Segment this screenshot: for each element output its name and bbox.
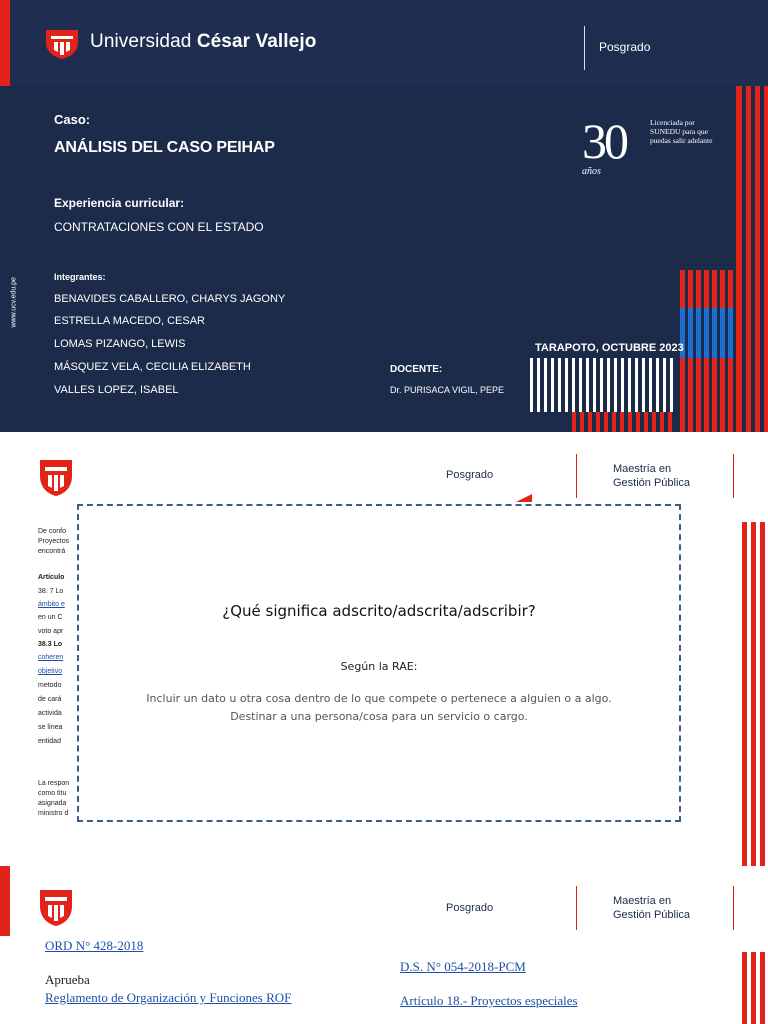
posgrado-label: Posgrado [599, 40, 651, 54]
background-text: entidad [38, 738, 61, 745]
caso-title: ANÁLISIS DEL CASO PEIHAP [54, 139, 275, 156]
background-text: Artículo [38, 574, 65, 581]
caso-label: Caso: [54, 112, 91, 127]
decorative-stripes [740, 522, 768, 866]
red-marker [516, 494, 532, 502]
cover-slide [0, 0, 768, 432]
experiencia-value: CONTRATACIONES CON EL ESTADO [54, 220, 264, 234]
header-divider [576, 886, 577, 930]
badge-licensed-text: Licenciada por SUNEDU para que puedas salir adelante [650, 118, 713, 145]
background-text: metodo [38, 682, 62, 689]
background-text: voto apr [38, 628, 64, 635]
popup-source: Según la RAE: [340, 660, 418, 673]
reglamento-link[interactable]: Reglamento de Organización y Funciones ROF [45, 990, 292, 1005]
background-text: asignada [38, 800, 67, 807]
ucv-logo-icon [38, 888, 74, 928]
program-line-1: Maestría en [613, 895, 672, 907]
decorative-stripes [528, 86, 768, 432]
background-text: Proyectos [38, 538, 70, 545]
program-line-2: Gestión Pública [613, 909, 691, 921]
background-text: 38. 7 Lo [38, 588, 64, 595]
red-accent-bar [0, 866, 10, 936]
university-name-regular: Universidad [90, 31, 197, 52]
popup-definition-1: Incluir un dato u otra cosa dentro de lo que compete o pertenece a alguien o a algo. [146, 692, 612, 705]
integrantes-label: Integrantes: [54, 272, 106, 282]
posgrado-label: Posgrado [446, 902, 494, 914]
docente-label: DOCENTE: [390, 364, 443, 375]
member-name: MÁSQUEZ VELA, CECILIA ELIZABETH [54, 361, 251, 373]
program-name [613, 462, 690, 490]
badge-years: años [582, 166, 601, 177]
member-name: LOMAS PIZANGO, LEWIS [54, 338, 186, 350]
aprueba-text: Aprueba [45, 972, 90, 987]
ds-link[interactable]: D.S. N° 054-2018-PCM [400, 959, 526, 974]
background-text: como titu [38, 790, 67, 797]
header-divider [576, 454, 577, 498]
background-text: objetivo [38, 668, 63, 675]
university-name [90, 31, 316, 53]
background-text: ministro d [38, 810, 69, 817]
background-text: La respon [38, 780, 70, 787]
docente-value: Dr. PURISACA VIGIL, PEPE [390, 385, 505, 395]
popup-question: ¿Qué significa adscrito/adscrita/adscribir? [222, 602, 536, 620]
program-name [613, 894, 690, 922]
member-name: ESTRELLA MACEDO, CESAR [54, 315, 205, 327]
header-divider-right [733, 454, 734, 498]
articulo-link[interactable]: Artículo 18.- Proyectos especiales [400, 993, 578, 1008]
background-text: se línea [38, 724, 63, 731]
references-slide [0, 866, 768, 1024]
program-line-2: Gestión Pública [613, 477, 691, 489]
definition-slide [0, 432, 768, 866]
red-accent-bar [0, 0, 10, 86]
program-line-1: Maestría en [613, 463, 672, 475]
ord-link[interactable]: ORD N° 428-2018 [45, 938, 144, 953]
background-text: encontrá [38, 548, 66, 555]
university-name-bold: César Vallejo [196, 31, 317, 52]
decorative-stripes [740, 952, 768, 1024]
posgrado-label: Posgrado [446, 469, 494, 481]
background-text: de cará [38, 696, 62, 703]
background-text: activida [38, 710, 62, 717]
badge-number: 30 [582, 113, 626, 169]
definition-popup [77, 504, 681, 822]
experiencia-label: Experiencia curricular: [54, 196, 185, 210]
background-text: 38.3 Lo [38, 641, 63, 648]
ucv-logo-icon [38, 458, 74, 498]
background-text: coheren [38, 654, 64, 661]
member-name: VALLES LOPEZ, ISABEL [54, 384, 179, 396]
background-text: en un C [38, 614, 63, 621]
website-url: www.ucv.edu.pe [10, 277, 18, 328]
popup-definition-2: Destinar a una persona/cosa para un servicio o cargo. [230, 710, 528, 723]
background-text: ámbito e [38, 601, 65, 608]
background-text: De confo [38, 528, 67, 535]
header-divider [584, 26, 585, 70]
date-label: TARAPOTO, OCTUBRE 2023 [535, 342, 684, 354]
member-name: BENAVIDES CABALLERO, CHARYS JAGONY [54, 293, 286, 305]
ucv-logo-icon [44, 28, 80, 60]
header-divider-right [733, 886, 734, 930]
